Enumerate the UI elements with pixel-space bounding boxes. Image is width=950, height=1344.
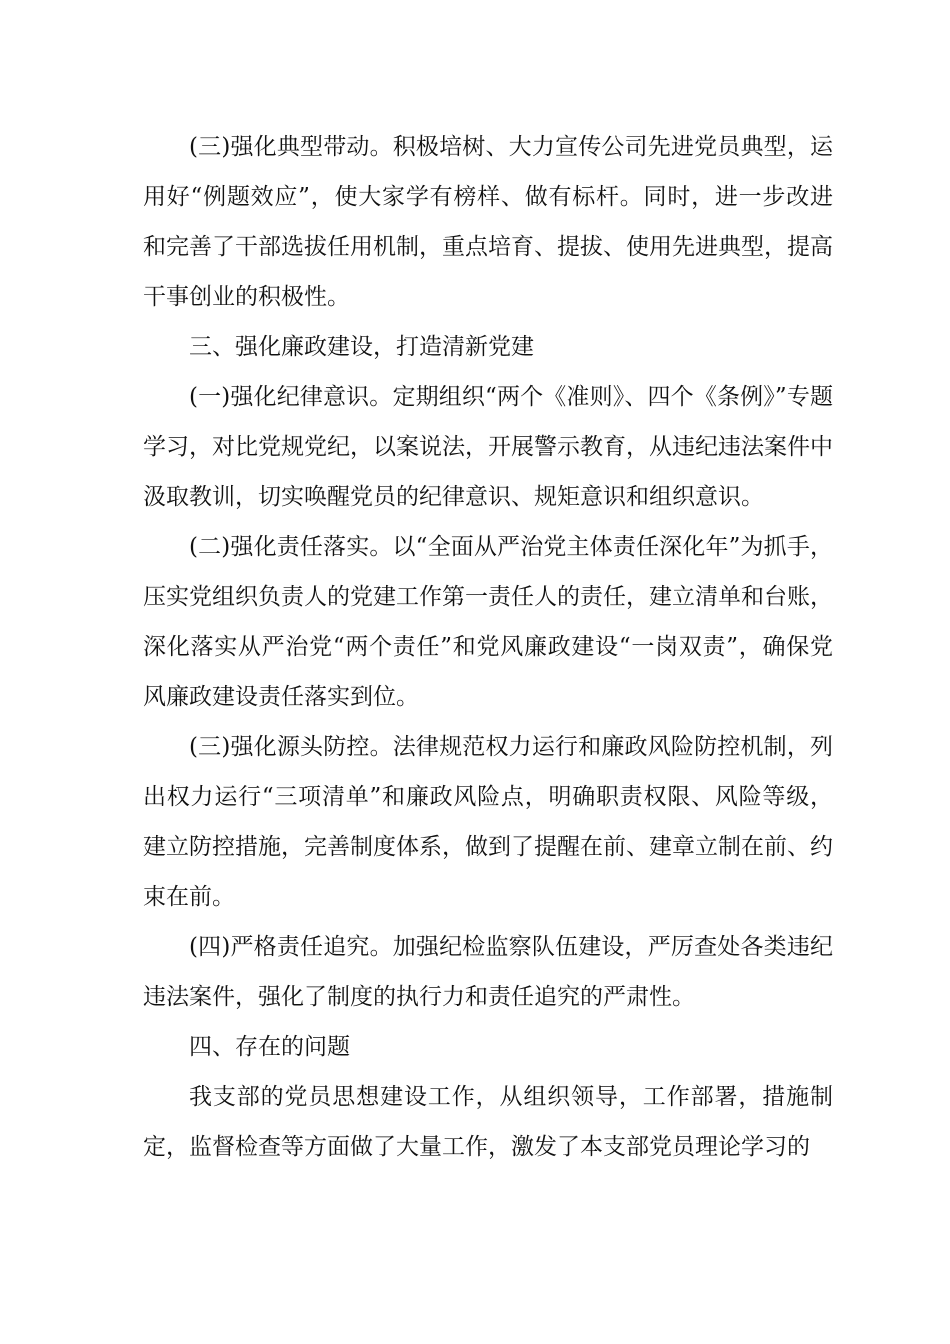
paragraph-discipline-awareness: (一)强化纪律意识。定期组织“两个《准则》、四个《条例》”专题学习，对比党规党纪，以案说法，开展警示教育，从违纪违法案件中汲取教训，切实唤醒党员的纪律意识、规矩意识和组织意识。 bbox=[143, 384, 833, 510]
paragraph-problems-intro: 我支部的党员思想建设工作，从组织领导，工作部署，措施制定，监督检查等方面做了大量工作，激发了本支部党员理论学习的 bbox=[143, 1084, 833, 1160]
paragraph-responsibility: (二)强化责任落实。以“全面从严治党主体责任深化年”为抓手，压实党组织负责人的党建工作第一责任人的责任，建立清单和台账，深化落实从严治党“两个责任”和党风廉政建设“一岗双责”，确保党风廉政建设责任落实到位。 bbox=[143, 534, 833, 710]
section-heading-problems: 四、存在的问题 bbox=[189, 1034, 350, 1060]
paragraph-typical-models: (三)强化典型带动。积极培树、大力宣传公司先进党员典型，运用好“例题效应”，使大家学有榜样、做有标杆。同时，进一步改进和完善了干部选拔任用机制，重点培育、提拔、使用先进典型，提高干事创业的积极性。 bbox=[143, 134, 833, 310]
paragraph-accountability: (四)严格责任追究。加强纪检监察队伍建设，严厉查处各类违纪违法案件，强化了制度的执行力和责任追究的严肃性。 bbox=[143, 934, 833, 1010]
section-heading-integrity: 三、强化廉政建设，打造清新党建 bbox=[189, 334, 534, 360]
document-body bbox=[143, 122, 833, 1172]
paragraph-source-control: (三)强化源头防控。法律规范权力运行和廉政风险防控机制，列出权力运行“三项清单”和廉政风险点，明确职责权限、风险等级，建立防控措施，完善制度体系，做到了提醒在前、建章立制在前、约束在前。 bbox=[143, 734, 833, 910]
